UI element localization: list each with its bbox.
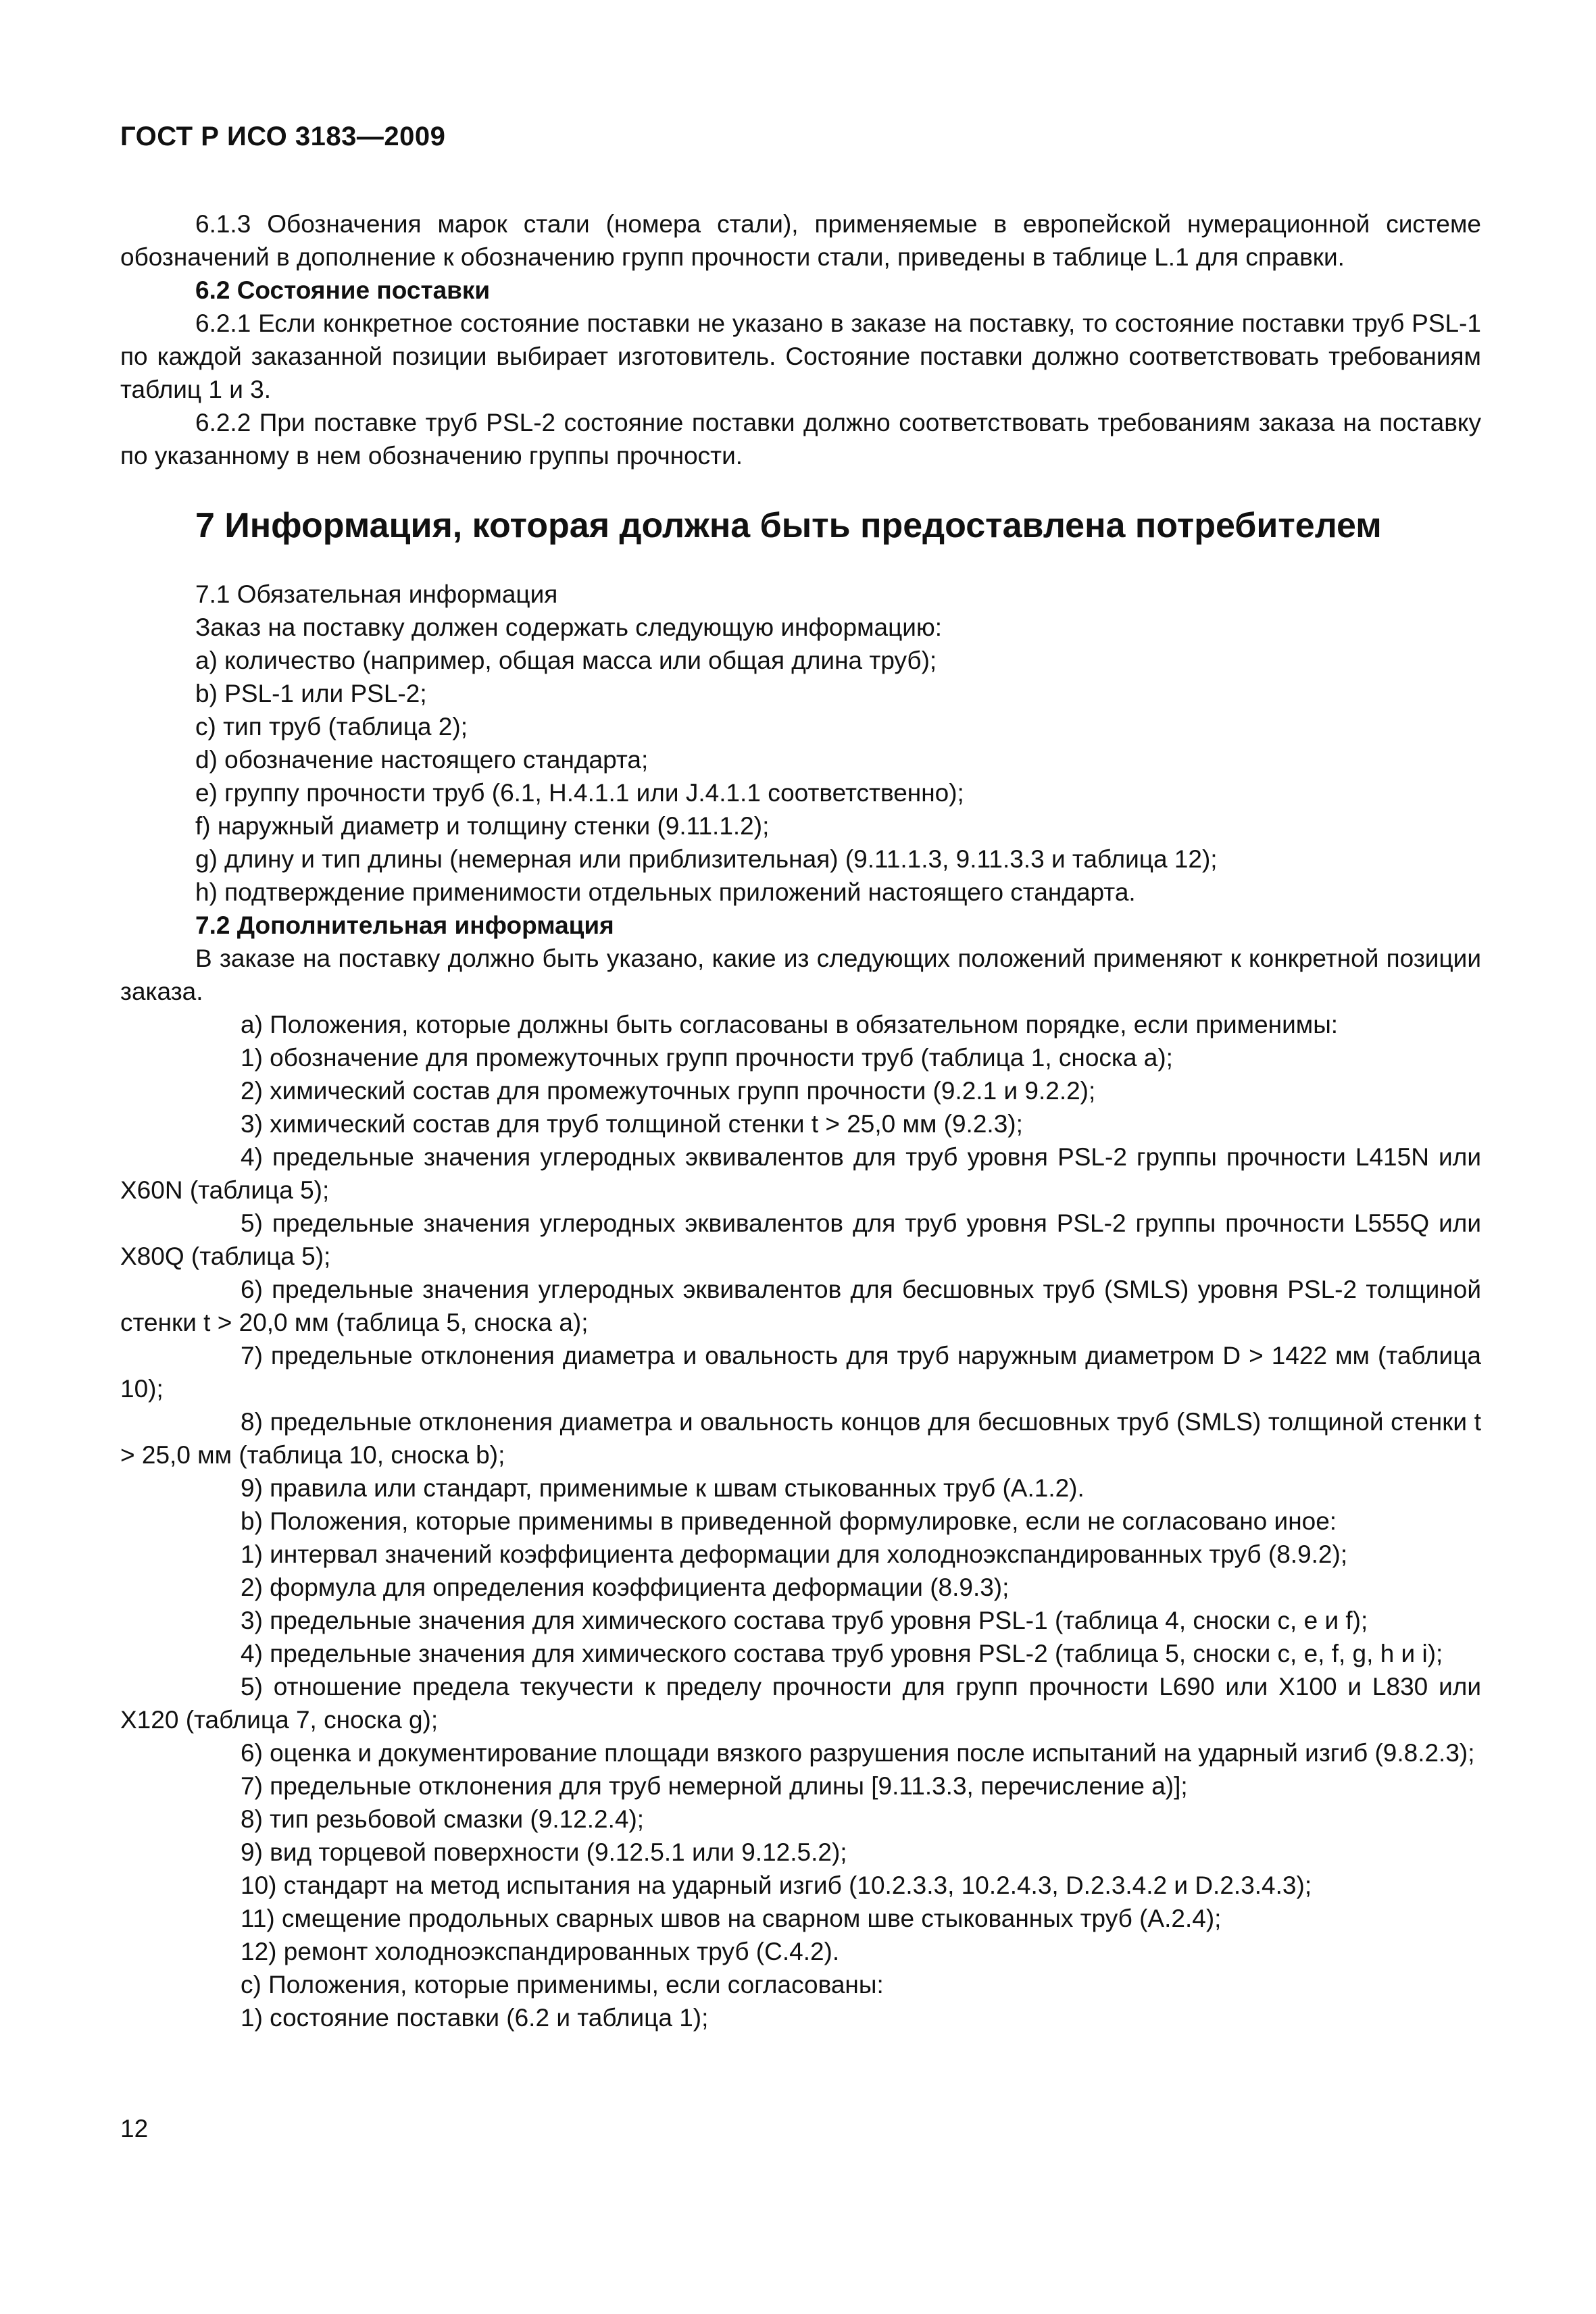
list-item: 11) смещение продольных сварных швов на сварном шве стыкованных труб (A.2.4); (241, 1905, 1222, 1932)
list-item: 9) вид торцевой поверхности (9.12.5.1 или 9.12.5.2); (241, 1838, 847, 1866)
list-item: 6) оценка и документирование площади вязкого разрушения после испытаний на ударный изгиб (9.8.2.3); (241, 1739, 1475, 1767)
list-item: 7) предельные отклонения диаметра и овальность для труб наружным диаметром D > 1422 мм (таблица 10); (120, 1342, 1481, 1403)
document-header: ГОСТ Р ИСО 3183—2009 (120, 122, 446, 151)
list-item: 4) предельные значения для химического состава труб уровня PSL-2 (таблица 5, сноски c, e, f, g, h и i); (241, 1640, 1443, 1667)
list-item: 6) предельные значения углеродных эквивалентов для бесшовных труб (SMLS) уровня PSL-2 толщиной стенки t > 20,0 мм (таблица 5, сноска a); (120, 1276, 1481, 1336)
intro-paragraphs (120, 207, 1481, 472)
list-item: Заказ на поставку должен содержать следующую информацию: (195, 613, 942, 641)
list-item: 2) формула для определения коэффициента деформации (8.9.3); (241, 1574, 1009, 1601)
list-item: 2) химический состав для промежуточных групп прочности (9.2.1 и 9.2.2); (241, 1077, 1096, 1105)
list-item: 1) интервал значений коэффициента деформации для холодноэкспандированных труб (8.9.2); (241, 1540, 1348, 1568)
list-item: 1) обозначение для промежуточных групп прочности труб (таблица 1, сноска a); (241, 1044, 1173, 1072)
page-number: 12 (120, 2115, 149, 2142)
section-title: 7 Информация, которая должна быть предоставлена потребителем (195, 506, 1382, 545)
list-item: 5) отношение предела текучести к пределу прочности для групп прочности L690 или X100 и L830 или X120 (таблица 7, сноска g); (120, 1673, 1481, 1734)
list-item: a) количество (например, общая масса или общая длина труб); (195, 647, 937, 674)
paragraph: 6.2.2 При поставке труб PSL-2 состояние поставки должно соответствовать требованиям заказа на поставку по указанному в нем обозначению группы прочности. (120, 409, 1481, 470)
list-item: d) обозначение настоящего стандарта; (195, 746, 649, 774)
list-item: h) подтверждение применимости отдельных приложений настоящего стандарта. (195, 878, 1136, 906)
list-item: a) Положения, которые должны быть согласованы в обязательном порядке, если применимы: (241, 1011, 1339, 1038)
subsection-heading: 6.2 Состояние поставки (195, 276, 491, 304)
list-item: f) наружный диаметр и толщину стенки (9.11.1.2); (195, 812, 770, 840)
list-item: 7) предельные отклонения для труб немерной длины [9.11.3.3, перечисление a)]; (241, 1772, 1188, 1800)
subsection-heading: 7.2 Дополнительная информация (195, 911, 614, 939)
list-item: e) группу прочности труб (6.1, H.4.1.1 или J.4.1.1 соответственно); (195, 779, 964, 807)
list-item: 3) предельные значения для химического состава труб уровня PSL-1 (таблица 4, сноски c, e и f); (241, 1607, 1368, 1634)
list-item: c) Положения, которые применимы, если согласованы: (241, 1971, 884, 1998)
list-item: 5) предельные значения углеродных эквивалентов для труб уровня PSL-2 группы прочности L555Q или X80Q (таблица 5); (120, 1209, 1481, 1270)
list-item: g) длину и тип длины (немерная или приблизительная) (9.11.1.3, 9.11.3.3 и таблица 12); (195, 845, 1218, 873)
list-item: В заказе на поставку должно быть указано, какие из следующих положений применяют к конкретной позиции заказа. (120, 945, 1481, 1005)
paragraph: 6.1.3 Обозначения марок стали (номера стали), применяемые в европейской нумерационной системе обозначений в дополнение к обозначению групп прочности стали, приведены в таблице L.1 для справки. (120, 210, 1481, 271)
list-item: 12) ремонт холодноэкспандированных труб (C.4.2). (241, 1938, 840, 1965)
list-item: 4) предельные значения углеродных эквивалентов для труб уровня PSL-2 группы прочности L415N или X60N (таблица 5); (120, 1143, 1481, 1204)
list-item: 1) состояние поставки (6.2 и таблица 1); (241, 2004, 709, 2032)
paragraph: 6.2.1 Если конкретное состояние поставки не указано в заказе на поставку, то состояние поставки труб PSL-1 по каждой заказанной позиции выбирает изготовитель. Состояние поставки должно соответствовать требованиям таблиц 1 и 3. (120, 309, 1481, 403)
list-item: 10) стандарт на метод испытания на ударный изгиб (10.2.3.3, 10.2.4.3, D.2.3.4.2 и D.2.3.4.3); (241, 1871, 1312, 1899)
list-item: 3) химический состав для труб толщиной стенки t > 25,0 мм (9.2.3); (241, 1110, 1023, 1138)
list-item: 8) тип резьбовой смазки (9.12.2.4); (241, 1805, 645, 1833)
section-body (120, 578, 1481, 2034)
list-item: b) PSL-1 или PSL-2; (195, 680, 427, 707)
list-item: 9) правила или стандарт, применимые к швам стыкованных труб (A.1.2). (241, 1474, 1084, 1502)
list-item: b) Положения, которые применимы в приведенной формулировке, если не согласовано иное: (241, 1507, 1337, 1535)
list-item: 7.1 Обязательная информация (195, 580, 558, 608)
list-item: c) тип труб (таблица 2); (195, 713, 468, 740)
list-item: 8) предельные отклонения диаметра и овальность концов для бесшовных труб (SMLS) толщиной стенки t > 25,0 мм (таблица 10, сноска b); (120, 1408, 1481, 1469)
